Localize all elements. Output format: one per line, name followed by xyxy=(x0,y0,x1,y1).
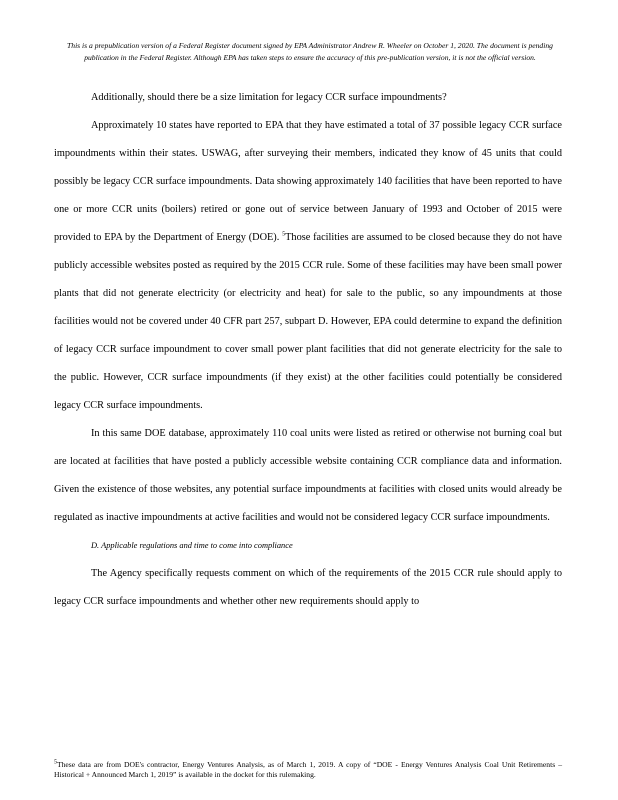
footnote xyxy=(54,760,562,780)
document-body xyxy=(54,84,562,616)
paragraph-request-comment: The Agency specifically requests comment on which of the requirements of the 2015 CCR rule should apply to legacy CCR surface impoundments and whether other new requirements should apply to xyxy=(54,568,562,607)
paragraph-closed-facilities-text: Those facilities are assumed to be closed because they do not have publicly accessible websites posted as required by the 2015 CCR rule. Some of these facilities may have been small power plants that did not generate electricity (or electricity and heat) for sale to the public, so any impoundments at those facilities would not be covered under 40 CFR part 257, subpart D. However, EPA could determine to expand the definition of legacy CCR surface impoundment to cover small power plant facilities that did not generate electricity for the sale to the public. However, CCR surface impoundments (if they exist) at the other facilities could potentially be considered legacy CCR surface impoundments. xyxy=(54,232,563,411)
footnote-text: These data are from DOE's contractor, Energy Ventures Analysis, as of March 1, 2019. A copy of “DOE - Energy Ventures Analysis Coal Unit Retirements – Historical + Announced March 1, 2019” is available in the docket for this rulemaking. xyxy=(54,760,562,779)
paragraph-state-estimates xyxy=(54,112,562,420)
paragraph-state-estimates-text: Approximately 10 states have reported to EPA that they have estimated a total of 37 possible legacy CCR surface impoundments within their states. USWAG, after surveying their members, indicated they know of 45 units that could possibly be legacy CCR surface impoundments. Data showing approximately 140 facilities that have been reported to have one or more CCR units (boilers) retired or gone out of service between January of 1993 and October of 2015 were provided to EPA by the Department of Energy (DOE). xyxy=(54,120,562,243)
prepublication-disclaimer: This is a prepublication version of a Federal Register document signed by EPA Administrator Andrew R. Wheeler on October 1, 2020. The document is pending publication in the Federal Register. Although EPA has taken steps to ensure the accuracy of this pre-publication version, it is not the official version. xyxy=(67,41,553,62)
footnote-reference-5: 5 xyxy=(282,231,286,238)
paragraph-doe-database: In this same DOE database, approximately 110 coal units were listed as retired or otherwise not burning coal but are located at facilities that have posted a publicly accessible website containing CCR compliance data and information. Given the existence of those websites, any potential surface impoundments at facilities with closed units would already be regulated as inactive impoundments at active facilities and would not be considered legacy CCR surface impoundments. xyxy=(54,428,562,523)
paragraph-size-limitation-question: Additionally, should there be a size limitation for legacy CCR surface impoundments? xyxy=(91,92,447,103)
section-heading: D. Applicable regulations and time to come into compliance xyxy=(91,541,293,550)
footnote-marker: 5 xyxy=(54,759,57,766)
